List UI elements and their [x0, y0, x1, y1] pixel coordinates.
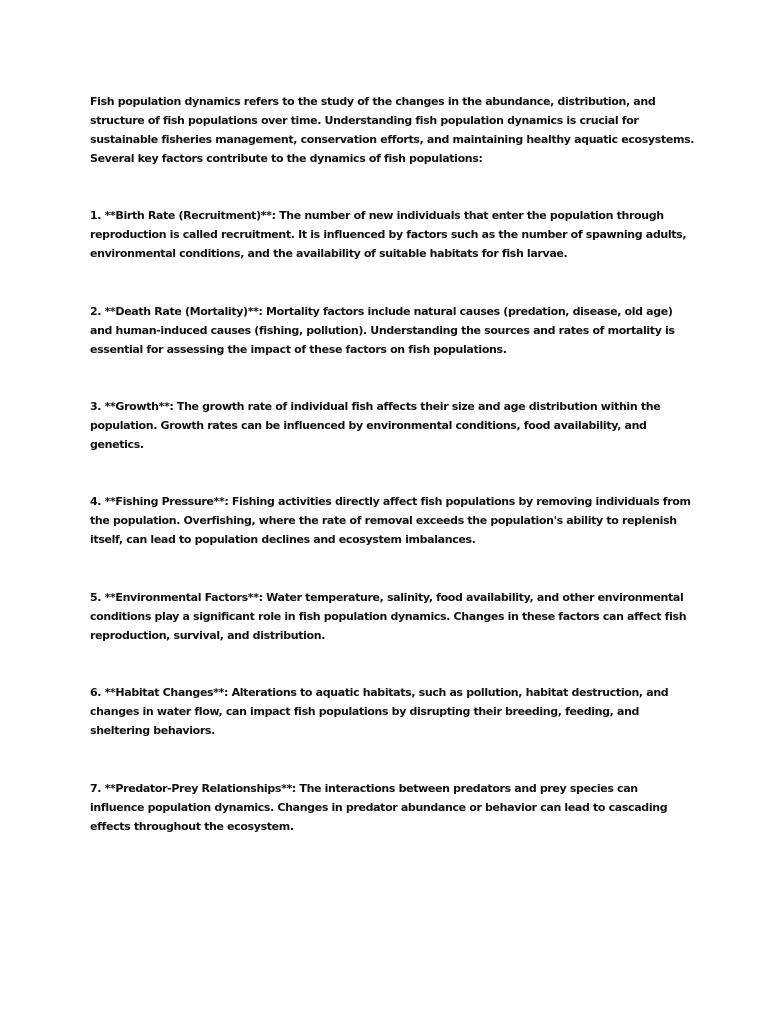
factor-line: essential for assessing the impact of these factors on fish populations.: [90, 343, 507, 356]
factor-line: 7. **Predator-Prey Relationships**: The interactions between predators and prey species can: [90, 782, 638, 795]
factor-line: 6. **Habitat Changes**: Alterations to aquatic habitats, such as pollution, habitat destruction, and: [90, 686, 669, 699]
factor-line: the population. Overfishing, where the rate of removal exceeds the population's ability to replenish: [90, 514, 677, 527]
factor-line: population. Growth rates can be influenced by environmental conditions, food availability, and: [90, 419, 647, 432]
factor-line: influence population dynamics. Changes in predator abundance or behavior can lead to cascading: [90, 801, 668, 814]
intro-line: Several key factors contribute to the dynamics of fish populations:: [90, 152, 483, 165]
factor-line: 4. **Fishing Pressure**: Fishing activities directly affect fish populations by removing individuals from: [90, 495, 691, 508]
factor-line: 2. **Death Rate (Mortality)**: Mortality factors include natural causes (predation, disease, old age): [90, 305, 673, 318]
factor-line: changes in water flow, can impact fish populations by disrupting their breeding, feeding, and: [90, 705, 640, 718]
factor-line: 3. **Growth**: The growth rate of individual fish affects their size and age distribution within the: [90, 400, 661, 413]
factor-line: conditions play a significant role in fish population dynamics. Changes in these factors can affect fish: [90, 610, 687, 623]
factor-line: and human-induced causes (fishing, pollution). Understanding the sources and rates of mortality is: [90, 324, 675, 337]
intro-line: structure of fish populations over time. Understanding fish population dynamics is crucial for: [90, 114, 639, 127]
factor-line: effects throughout the ecosystem.: [90, 820, 294, 833]
factor-death-rate: [90, 302, 690, 359]
factor-fishing-pressure: [90, 492, 690, 549]
intro-line: sustainable fisheries management, conservation efforts, and maintaining healthy aquatic ecosystems.: [90, 133, 695, 146]
factor-environmental: [90, 588, 690, 645]
factor-line: sheltering behaviors.: [90, 724, 215, 737]
intro-line: Fish population dynamics refers to the study of the changes in the abundance, distribution, and: [90, 95, 656, 108]
intro-paragraph: [90, 92, 695, 168]
factor-line: reproduction, survival, and distribution.: [90, 629, 326, 642]
factor-predator-prey: [90, 779, 690, 836]
factor-line: 1. **Birth Rate (Recruitment)**: The number of new individuals that enter the population through: [90, 209, 664, 222]
factor-line: reproduction is called recruitment. It is influenced by factors such as the number of spawning adults,: [90, 228, 687, 241]
factor-line: genetics.: [90, 438, 144, 451]
factor-line: 5. **Environmental Factors**: Water temperature, salinity, food availability, and other environmental: [90, 591, 684, 604]
factor-habitat-changes: [90, 683, 690, 740]
factor-line: environmental conditions, and the availability of suitable habitats for fish larvae.: [90, 247, 568, 260]
factor-growth: [90, 397, 690, 454]
factor-birth-rate: [90, 206, 690, 263]
factor-line: itself, can lead to population declines and ecosystem imbalances.: [90, 533, 476, 546]
